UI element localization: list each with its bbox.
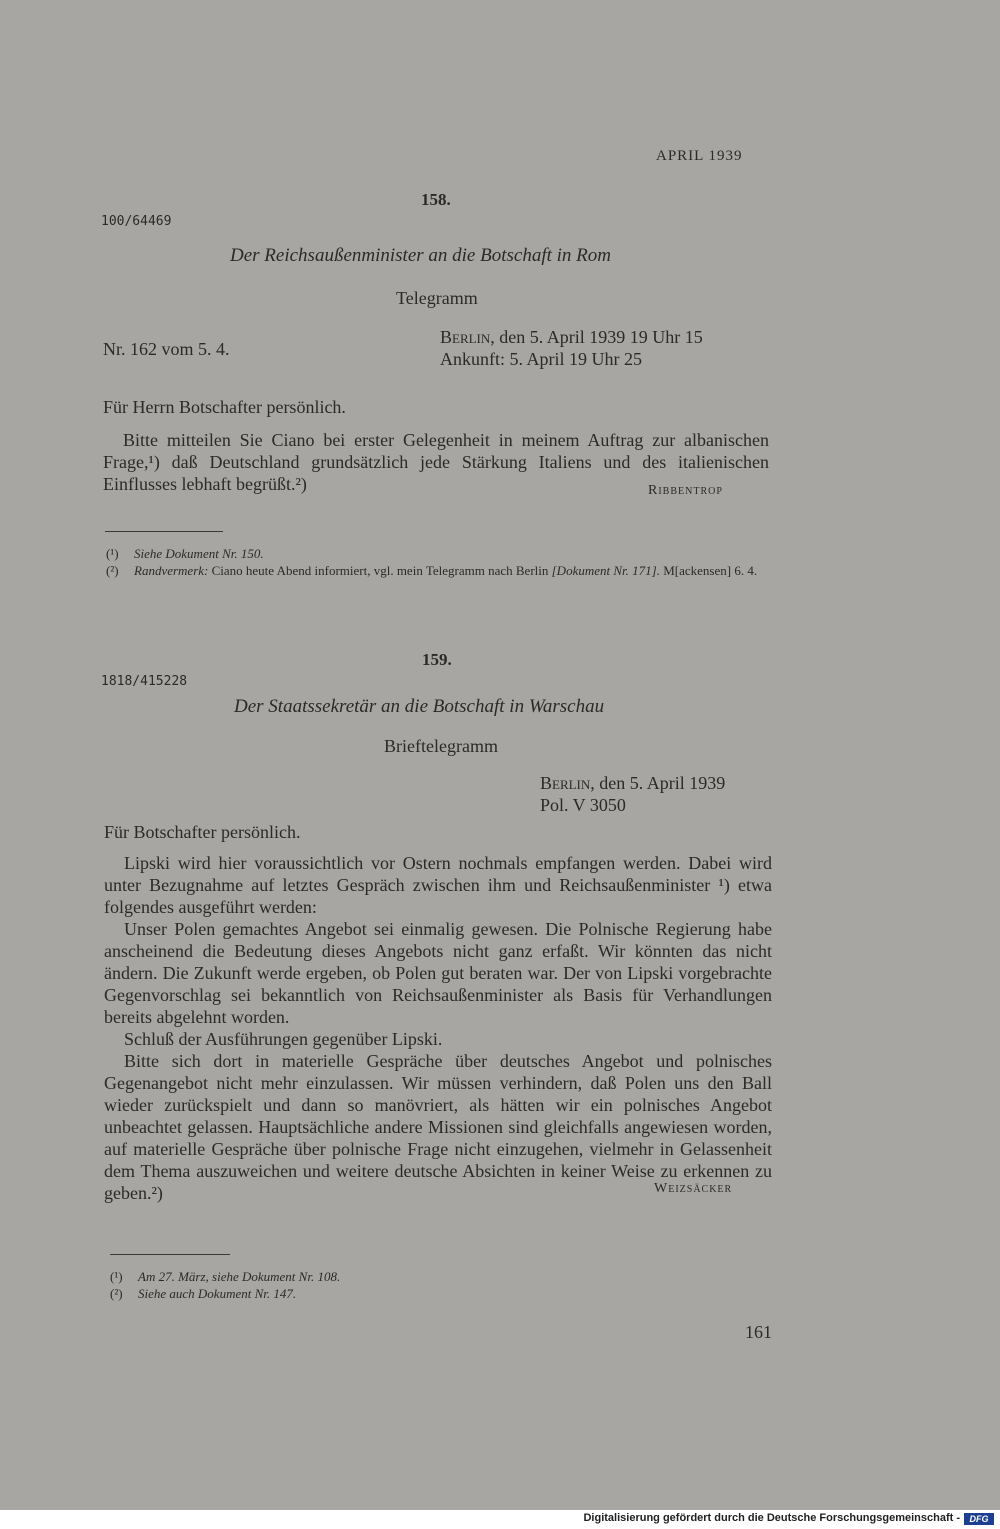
paragraph: Schluß der Ausführungen gegenüber Lipski.	[124, 1029, 443, 1049]
footnote-159-2: (²) Siehe auch Dokument Nr. 147.	[110, 1286, 297, 1301]
telegram-reference-158: Nr. 162 vom 5. 4.	[103, 339, 230, 359]
paragraph: Bitte sich dort in materielle Gespräche über deutsches Angebot und polnisches Gegenangebot nicht mehr einzulassen. Wir müssen verhindern, daß Polen uns den Ball wieder zurückspielt und dann so manövriert, als hätten wir ein polnisches Angebot unbeachtet gelassen. Hauptsächliche andere Missionen sind gleichfalls angewiesen worden, auf materielle Gespräche über polnische Frage nicht einzugehen, vielmehr in Gelassenheit dem Thema auszuweichen und weitere deutsche Absichten in keiner Weise zu erkennen zu geben.²)	[104, 1051, 772, 1203]
funding-footer	[0, 1510, 1000, 1529]
footnote-158-2: (²) Randvermerk: Ciano heute Abend informiert, vgl. mein Telegramm nach Berlin [Dokument Nr. 171]. M[ackensen] 6. 4.	[106, 563, 758, 578]
document-heading-158: Der Reichsaußenminister an die Botschaft in Rom	[230, 245, 611, 266]
place-159: Berlin	[540, 773, 591, 793]
document-type-159: Brieftelegramm	[384, 736, 498, 756]
document-heading-159: Der Staatssekretär an die Botschaft in Warschau	[234, 696, 605, 717]
document-number-158: 158.	[421, 190, 451, 209]
date-158: , den 5. April 1939 19 Uhr 15	[490, 327, 703, 347]
reference-line-159: Pol. V 3050	[540, 795, 626, 815]
arrival-line-158: Ankunft: 5. April 19 Uhr 25	[440, 349, 642, 369]
salutation-159: Für Botschafter persönlich.	[104, 822, 301, 842]
footnotes-159	[110, 1268, 770, 1302]
footnote-rule-159	[110, 1254, 230, 1255]
date-line-158	[440, 326, 703, 348]
footnote-158-1: (¹) Siehe Dokument Nr. 150.	[106, 546, 264, 561]
footnotes-158	[106, 545, 770, 579]
footnote-159-1: (¹) Am 27. März, siehe Dokument Nr. 108.	[110, 1269, 341, 1284]
document-number-159: 159.	[422, 650, 452, 669]
place-158: Berlin	[440, 327, 491, 347]
funding-notice: Digitalisierung gefördert durch die Deutsche Forschungsgemeinschaft -	[583, 1512, 960, 1524]
archive-number-159: 1818/415228	[101, 674, 188, 689]
page-number: 161	[745, 1322, 772, 1342]
date-159: , den 5. April 1939	[590, 773, 726, 793]
archive-number-158: 100/64469	[101, 214, 172, 229]
footnote-rule-158	[105, 531, 223, 532]
signature-158: Ribbentrop	[648, 483, 723, 498]
document-type-158: Telegramm	[396, 288, 478, 308]
signature-159: Weizsäcker	[654, 1181, 733, 1196]
paragraph: Unser Polen gemachtes Angebot sei einmalig gewesen. Die Polnische Regierung habe anscheinend die Bedeutung dieses Angebots nicht ganz erfaßt. Wir könnten das nicht ändern. Die Zukunft werde ergeben, ob Polen gut beraten war. Der von Lipski vorgebrachte Gegenvorschlag sei bekanntlich von Reichsaußenminister als Basis für Verhandlungen bereits abgelehnt worden.	[104, 919, 772, 1027]
paragraph: Lipski wird hier voraussichtlich vor Ostern nochmals empfangen werden. Dabei wird unter Bezugnahme auf letztes Gespräch zwischen ihm und Reichsaußenminister ¹) etwa folgendes ausgeführt werden:	[104, 853, 772, 917]
salutation-158: Für Herrn Botschafter persönlich.	[103, 397, 346, 417]
body-159	[104, 852, 772, 1204]
date-line-159	[540, 772, 725, 794]
running-head: APRIL 1939	[656, 148, 743, 164]
paragraph: Bitte mitteilen Sie Ciano bei erster Gelegenheit in meinem Auftrag zur albanischen Frage,¹) daß Deutschland grundsätzlich jede Stärkung Italiens und des italienischen Einflusses lebhaft begrüßt.²)	[103, 430, 769, 494]
dfg-logo-icon: DFG	[964, 1513, 994, 1525]
